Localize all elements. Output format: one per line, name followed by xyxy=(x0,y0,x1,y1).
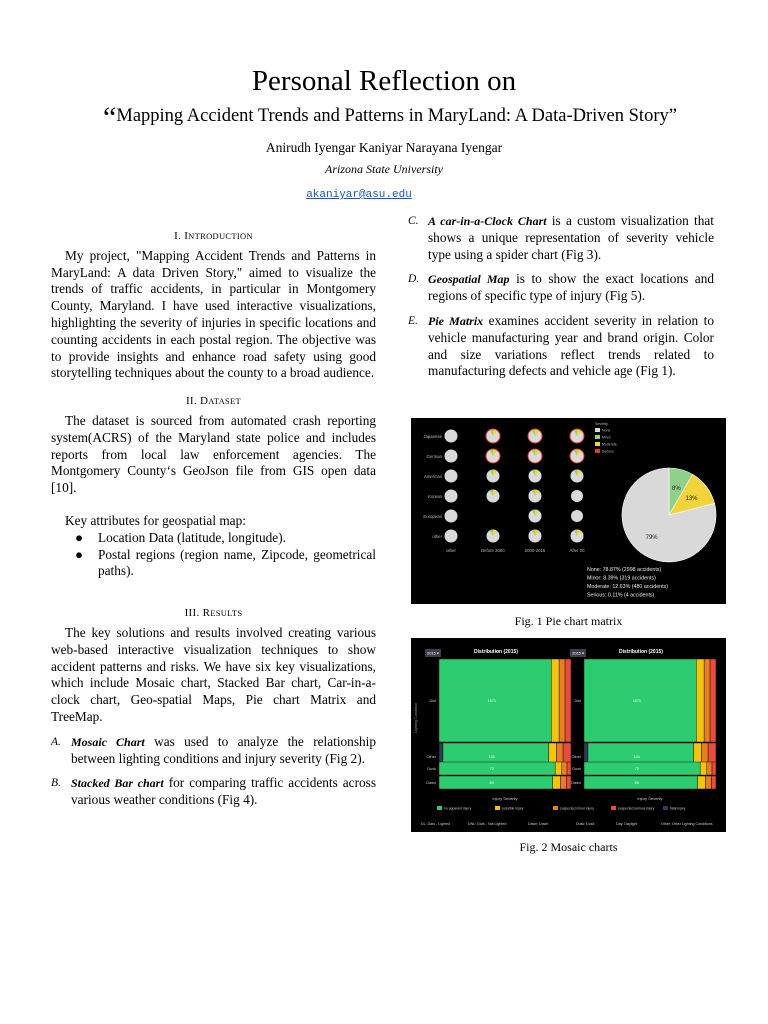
pie-data-label: 13% xyxy=(685,496,698,503)
mini-pie xyxy=(487,470,500,483)
open-quote: “ xyxy=(103,101,117,134)
figure-2-caption: Fig. 2 Mosaic charts xyxy=(519,840,618,854)
subtitle-text: Mapping Accident Trends and Patterns in MaryLand: A Data-Driven Story” xyxy=(116,106,677,126)
mosaic-title: Distribution (2015) xyxy=(619,649,663,655)
pie-col-label: 2000-2015 xyxy=(524,548,546,553)
mosaic-value-label: 1671 xyxy=(487,699,497,703)
dataset-paragraph: The dataset is sourced from automated crash reporting system(ACRS) of the Maryland state police and includes reports from local law enforcement agencies. The Montgomery County‘s GeoJson file from GIS open data [10]. xyxy=(51,412,376,496)
bullet-item: ● Postal regions (region name, Zipcode, geometrical paths). xyxy=(75,546,376,579)
legend-swatch xyxy=(595,449,600,453)
mini-pie xyxy=(529,530,542,543)
pie-col-label: other xyxy=(446,548,456,553)
mosaic-cell xyxy=(565,659,571,742)
mini-pie xyxy=(445,510,458,523)
mosaic-value-label: 72 xyxy=(489,767,494,771)
mosaic-row-label: Dusk xyxy=(427,767,436,771)
pie-col-label: After 20 xyxy=(569,548,585,553)
mini-pie xyxy=(571,470,584,483)
right-column xyxy=(408,213,714,380)
mosaic-cell xyxy=(562,762,567,775)
mosaic-legend-swatch xyxy=(495,806,500,810)
mini-pie xyxy=(445,470,458,483)
mosaic-cell xyxy=(439,762,555,775)
result-item-stacked-bar: B. Stacked Bar chart for comparing traffic accidents across various weather conditions (Fig 4). xyxy=(51,775,377,808)
mosaic-row-label: Dawn xyxy=(571,781,581,785)
mosaic-cell xyxy=(555,762,562,775)
email-link[interactable]: akaniyar@asu.edu xyxy=(306,189,412,201)
author: Anirudh Iyengar Kaniyar Narayana Iyengar xyxy=(265,140,503,155)
bullet-item: ● Location Data (latitude, longitude). xyxy=(75,529,286,545)
mosaic-row-label: Dawn xyxy=(426,781,436,785)
mosaic-value-label: 72 xyxy=(634,767,639,771)
mosaic-row-label: Other xyxy=(426,755,436,759)
pie-stat-line: Moderate: 12.63% (480 accidents) xyxy=(587,584,668,590)
section-heading-dataset: II. DATASET xyxy=(185,395,242,408)
year-dropdown-label: 2015 ▾ xyxy=(571,650,585,656)
pie-row-label: Japanese xyxy=(423,434,442,439)
mini-pie xyxy=(529,490,542,503)
mosaic-svg xyxy=(411,638,726,832)
mini-pie xyxy=(570,429,585,444)
mosaic-cell xyxy=(707,762,712,775)
mini-pie xyxy=(445,450,458,463)
mosaic-cell xyxy=(712,762,716,775)
mosaic-row-label: Dist xyxy=(574,699,581,703)
mosaic-legend-label: possible injury xyxy=(502,806,524,811)
mosaic-legend-swatch xyxy=(553,806,558,810)
mosaic-cell xyxy=(700,762,707,775)
mosaic-value-label: 69 xyxy=(489,781,494,785)
mini-pie xyxy=(486,429,501,444)
mosaic-cell xyxy=(439,776,553,789)
mosaic-cell xyxy=(551,659,559,742)
legend-label: Moderate xyxy=(602,442,617,447)
result-item-geospatial: D. Geospatial Map is to show the exact locations and regions of specific type of injury (Fig 5). xyxy=(408,271,714,304)
pie-row-label: other xyxy=(432,534,442,539)
mosaic-legend-label: suspected minor injury xyxy=(560,806,594,811)
mosaic-cell xyxy=(711,776,716,789)
mosaic-cell xyxy=(567,762,571,775)
mosaic-legend-swatch xyxy=(663,806,668,810)
mosaic-bottom-label: Dawn: Dawn xyxy=(528,822,549,826)
mosaic-legend-label: suspected serious injury xyxy=(618,806,655,811)
key-attributes-intro: Key attributes for geospatial map: xyxy=(65,512,246,528)
result-item-pie-matrix: E. Pie Matrix examines accident severity in relation to vehicle manufacturing year and brand origin. Color and size variations reflect trends related to manufacturing defects and vehicle age (Fig 1). xyxy=(408,312,715,379)
mosaic-cell xyxy=(704,659,710,742)
mosaic-cell xyxy=(553,776,561,789)
pie-row-label: German xyxy=(426,454,442,459)
mini-pie xyxy=(528,429,543,444)
legend-swatch xyxy=(595,435,600,439)
mosaic-cell xyxy=(584,762,700,775)
figure-pie-chart-matrix xyxy=(411,418,726,604)
figure-mosaic-charts xyxy=(411,638,726,832)
section-heading-introduction: I. INTRODUCTION xyxy=(174,230,253,242)
pie-data-label: 8% xyxy=(672,485,681,492)
mosaic-bottom-label: DNL: Dark - Not Lighted xyxy=(468,822,507,826)
introduction-paragraph: My project, "Mapping Accident Trends and Patterns in MaryLand: A data Driven Story," aimed to visualize the trends of traffic accidents, in particular in Montgomery County, Maryland. I have used interactive visualizations, highlighting the severity of injuries in specific locations and counting accidents in each postal region. The objective was to provide insights and enhance road safety using good storytelling techniques about the county to a broad audience. xyxy=(51,247,376,381)
mosaic-row-label: Other xyxy=(571,755,581,759)
legend-label: None xyxy=(602,428,611,433)
mosaic-cell xyxy=(584,776,698,789)
mini-pie xyxy=(528,449,543,464)
results-paragraph: The key solutions and results involved creating various web-based interactive visualization techniques to show accident patterns and risks. We have six key visualizations, which include Mosaic chart, Stacked Bar chart, Car-in-a-clock chart, Geo-spatial Maps, Pie chart Matrix and TreeMap. xyxy=(51,624,376,724)
mosaic-cell xyxy=(559,659,565,742)
pie-stat-line: Minor: 8.39% (319 accidents) xyxy=(587,575,656,582)
pie-stat-line: Serious: 0.11% (4 accidents) xyxy=(587,592,655,599)
section-heading-results: III. RESULTS xyxy=(184,607,243,620)
legend-swatch xyxy=(595,442,600,446)
mosaic-bottom-label: Day: Daylight xyxy=(616,822,638,826)
year-dropdown-label: 2015 ▾ xyxy=(426,650,440,656)
result-item-mosaic: A. Mosaic Chart was used to analyze the relationship between lighting conditions and injury severity (Fig 2). xyxy=(51,733,376,766)
mini-pie xyxy=(487,490,500,503)
affiliation: Arizona State University xyxy=(325,162,443,176)
figure-1-caption: Fig. 1 Pie chart matrix xyxy=(514,614,623,628)
paper-title: Personal Reflection on xyxy=(251,65,517,97)
pie-row-label: European xyxy=(423,514,442,519)
mosaic-legend-swatch xyxy=(437,806,442,810)
mini-pie xyxy=(570,449,585,464)
pie-row-label: Korean xyxy=(428,494,442,499)
mosaic-y-axis: Lighting Condition xyxy=(414,702,418,734)
pie-stat-line: None: 78.87% (2998 accidents) xyxy=(587,567,662,573)
mini-pie xyxy=(445,430,458,443)
mosaic-bottom-label: Other: Other Lighting Conditions xyxy=(661,822,713,826)
mini-pie xyxy=(571,510,583,522)
pie-data-label: 79% xyxy=(645,535,658,542)
mosaic-cell xyxy=(705,776,711,789)
mosaic-row-label: Dist xyxy=(429,699,436,703)
pie-row-label: American xyxy=(423,474,442,479)
mosaic-value-label: 101 xyxy=(633,755,640,759)
mini-pie xyxy=(571,490,583,502)
left-column xyxy=(51,228,376,809)
legend-title: Severity xyxy=(595,422,608,426)
mosaic-title: Distribution (2015) xyxy=(474,649,518,655)
legend-label: Serious xyxy=(602,449,614,454)
mosaic-bottom-label: Dusk: Dusk xyxy=(576,822,595,826)
pie-col-label: Before 2000 xyxy=(481,548,505,553)
mosaic-x-axis: Injury Severity xyxy=(492,796,518,801)
mini-pie xyxy=(486,449,501,464)
large-pie xyxy=(622,468,716,562)
mosaic-cell xyxy=(698,776,706,789)
mini-pie xyxy=(529,510,542,523)
mini-pie xyxy=(445,530,458,543)
pie-matrix-svg xyxy=(411,418,726,604)
mosaic-cell xyxy=(696,659,704,742)
mosaic-cell xyxy=(560,776,566,789)
mini-pie xyxy=(529,470,542,483)
mini-pie xyxy=(571,530,584,543)
paper-subtitle xyxy=(30,101,750,134)
legend-label: Minor xyxy=(602,435,611,440)
mosaic-cell xyxy=(710,659,716,742)
mosaic-row-label: Dusk xyxy=(572,767,581,771)
mosaic-legend-label: fatal injury xyxy=(670,806,686,811)
legend-swatch xyxy=(595,428,600,432)
mosaic-x-axis: Injury Severity xyxy=(637,796,663,801)
mini-pie xyxy=(445,490,458,503)
mosaic-value-label: 69 xyxy=(634,781,639,785)
mosaic-value-label: 101 xyxy=(488,755,495,759)
mosaic-value-label: 1671 xyxy=(632,699,642,703)
result-item-car-clock: C. A car-in-a-Clock Chart is a custom visualization that shows a unique representation of severity vehicle type using a spider chart (Fig 3). xyxy=(408,213,714,262)
mosaic-legend-swatch xyxy=(611,806,616,810)
mosaic-bottom-label: DL: Dark - Lighted xyxy=(421,822,451,826)
mosaic-legend-label: no apparent injury xyxy=(444,806,472,811)
mini-pie xyxy=(487,530,500,543)
